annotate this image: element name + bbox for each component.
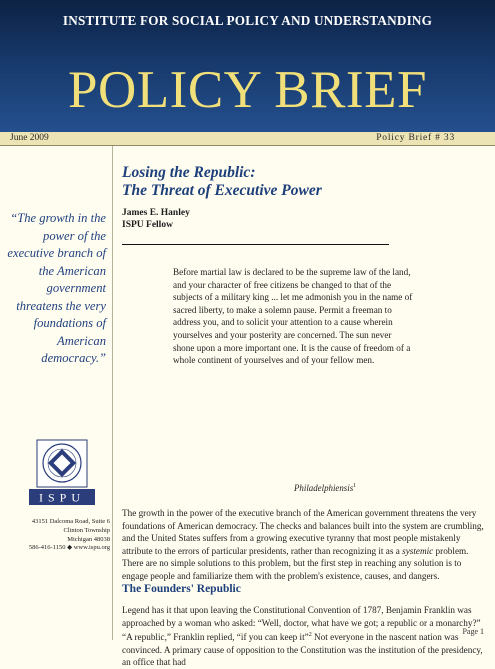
epigraph: Before martial law is declared to be the supreme law of the land, and your character of free citizens be changed to that of the subjects of a military king ... let me admonish you in the name of sacred liberty, to make a solemn pause. Permit a freeman to address you, and to solicit your attention to a cause wherein yourselves and your posterity are concerned. The sun never shone upon a more important one. It is the cause of freedom of a whole continent of yourselves and of your fellow men.: [173, 267, 413, 366]
phone-number: 586-416-1150: [28, 544, 66, 552]
divider: [122, 244, 389, 245]
body-paragraph: The growth in the power of the executive branch of the American government threatens the very foundations of American democracy. The checks and balances built into the system are crumbling, and the United States suffers from a growing executive tyranny that most people mistakenly attribute to the errors of particular presidents, rather than recognizing it as a systemic problem. There are no simple solutions to this problem, but the first step in reaching any solution is to engage people and familiarize them with the problem's existence, causes, and dangers.: [122, 508, 484, 581]
diamond-icon: ◆: [67, 544, 73, 552]
title-line: Losing the Republic:: [122, 164, 256, 181]
contact-line: [2, 544, 110, 553]
header-band: [0, 0, 495, 132]
title-line: The Threat of Executive Power: [122, 182, 322, 199]
sidebar: [0, 146, 113, 640]
author-block: [122, 208, 190, 231]
brief-number: Policy Brief # 33: [376, 133, 455, 143]
address-line: Michigan 48038: [67, 535, 110, 543]
address-block: [2, 518, 110, 553]
footnote-ref[interactable]: 2: [308, 632, 312, 639]
section-heading: The Founders' Republic: [122, 583, 241, 595]
issue-date: June 2009: [10, 133, 49, 143]
institute-name: INSTITUTE FOR SOCIAL POLICY AND UNDERSTANDING: [62, 13, 433, 28]
body-paragraph: Legend has it that upon leaving the Constitutional Convention of 1787, Benjamin Franklin was approached by a woman who asked: “Well, doctor, what have we got; a republic or a monarchy?” “A republic,” Franklin replied, “if you can keep it”$^2$ Not everyone in the nascent nation was convinced. A primary cause of opposition to the Constitution was the institution of the presidency, an office that had: [122, 605, 483, 668]
logo-text: ISPU: [38, 490, 86, 505]
author-affiliation: ISPU Fellow: [122, 219, 173, 230]
epigraph-attribution: Philadelphiensis$^1$: [294, 483, 357, 493]
address-line: 43151 Dalcoma Road, Suite 6: [31, 518, 110, 525]
page-number: Page 1: [462, 627, 484, 636]
author-name: James E. Hanley: [122, 208, 190, 218]
footnote-ref[interactable]: 1: [353, 483, 357, 490]
pull-quote: “The growth in the power of the executive branch of the American government threatens the very foundations of American democracy.”: [7, 211, 106, 365]
website-link[interactable]: www.ispu.org: [73, 544, 110, 552]
article-title: [122, 164, 422, 200]
address-line: Clinton Township: [63, 526, 110, 534]
date-bar: [0, 132, 495, 146]
ispu-logo-icon: [29, 440, 95, 505]
policy-brief-title: POLICY BRIEF: [68, 61, 427, 119]
